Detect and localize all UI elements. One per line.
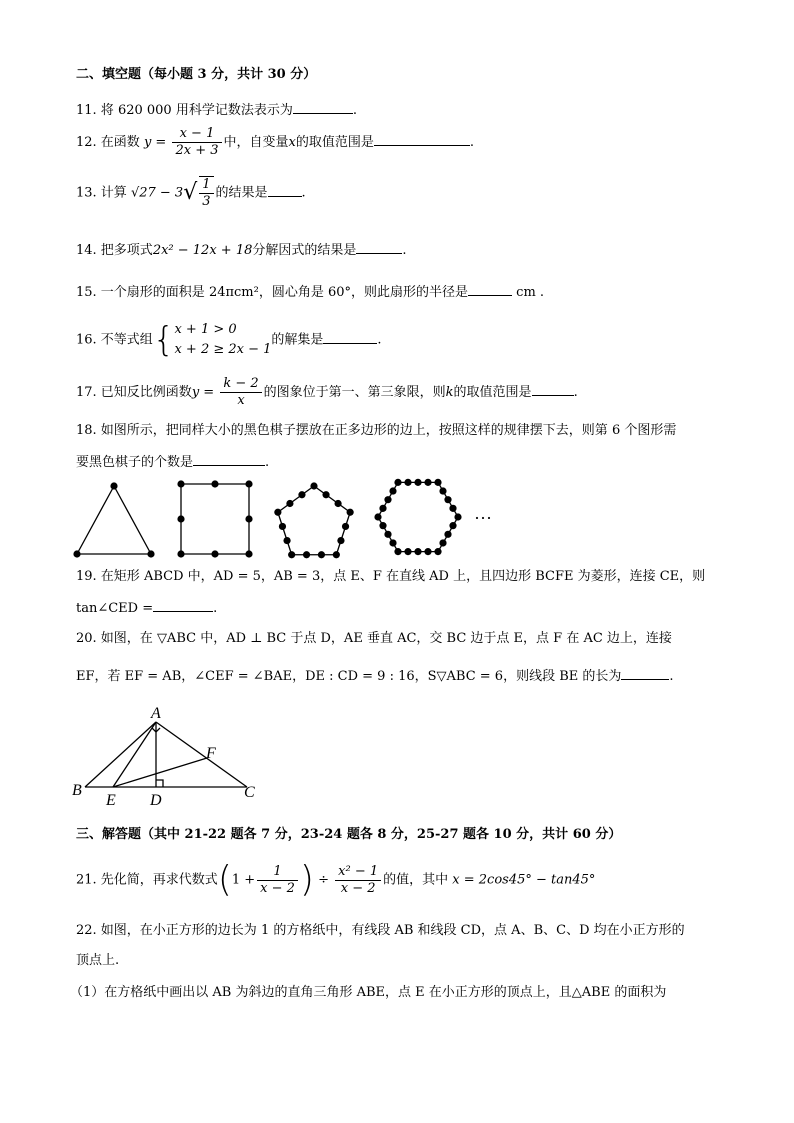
q16-row1: x + 1 > 0 [174, 322, 237, 337]
q14-expr: 2x² − 12x + 18 [152, 243, 253, 258]
question-17 [76, 376, 578, 409]
q20-end: . [669, 669, 674, 684]
left-paren-icon: ( [217, 859, 232, 900]
question-20-line2 [76, 666, 674, 686]
question-11 [76, 100, 357, 120]
q17-post: 的图象位于第一、第三象限，则 [263, 385, 446, 400]
square-figure-stone [177, 480, 184, 487]
section-2-title: 二、填空题（每小题 3 分，共计 30 分） [76, 67, 317, 82]
q13-end: . [301, 185, 306, 201]
polygon-pattern-figure [0, 470, 794, 570]
label-d: D [150, 792, 162, 809]
section-3-title: 三、解答题（其中 21-22 题各 7 分，23-24 题各 8 分，25-27 题各 10 分，共计 60 分） [76, 827, 622, 842]
square-figure-stone [245, 550, 252, 557]
q16-answer-blank [323, 330, 377, 344]
pentagon-figure-stone [334, 500, 341, 507]
q17-k: k [445, 385, 454, 400]
q15-text: 15. 一个扇形的面积是 24πcm²，圆心角是 60°，则此扇形的半径是 [76, 285, 469, 300]
pentagon-figure-stone [283, 537, 290, 544]
hexagon-figure-stone [424, 548, 431, 555]
q16-end: . [377, 332, 382, 348]
q13-answer-blank [268, 183, 302, 197]
figure-ellipsis: ··· [474, 508, 492, 528]
q12-post2: 的取值范围是 [295, 135, 374, 150]
q15-end: . [539, 285, 545, 300]
q17-numerator: k − 2 [220, 376, 261, 393]
q14-pre: 14. 把多项式 [76, 243, 153, 258]
q20-answer-blank [621, 666, 669, 680]
pentagon-figure-stone [333, 551, 340, 558]
hexagon-figure-stone [389, 487, 396, 494]
square-figure-stone [211, 550, 218, 557]
pentagon-figure-stone [342, 523, 349, 530]
pentagon-figure-stone [274, 509, 281, 516]
triangle-figure-stone [110, 482, 117, 489]
hexagon-figure-stone [439, 487, 446, 494]
question-13 [76, 176, 306, 210]
label-c: C [244, 784, 255, 801]
label-e: E [106, 792, 116, 809]
q12-end: . [469, 135, 475, 150]
q19-line2-text: tan∠CED = [76, 601, 154, 616]
pentagon-figure-stone [322, 491, 329, 498]
brace-icon: { [152, 320, 175, 360]
q12-answer-blank [374, 132, 470, 146]
q17-post2: 的取值范围是 [453, 385, 532, 400]
hexagon-figure-stone [384, 531, 391, 538]
q19-answer-blank [153, 598, 213, 612]
hexagon-figure-stone [374, 513, 381, 520]
q21-pre: 21. 先化简，再求代数式 [76, 872, 218, 888]
pentagon-figure-stone [288, 551, 295, 558]
q13-numerator: 1 [199, 177, 213, 194]
pentagon-figure-edge [314, 486, 350, 512]
question-12 [76, 126, 474, 159]
q17-fraction [220, 376, 261, 409]
q21-divide: ÷ [318, 872, 330, 888]
pentagon-figure-stone [298, 491, 305, 498]
pentagon-figure-stone [347, 509, 354, 516]
pentagon-figure-stone [310, 482, 317, 489]
label-f: F [206, 745, 216, 762]
q12-numerator: x − 1 [172, 126, 221, 143]
pentagon-figure-edge [336, 512, 350, 554]
q21-f2-numerator: x² − 1 [335, 864, 381, 881]
q11-end: . [352, 103, 357, 118]
q21-condition: x = 2cos45° − tan45° [452, 872, 596, 888]
q13-expr: √27 − 3 [130, 185, 184, 201]
pentagon-figure-stone [279, 523, 286, 530]
triangle-figure-stone [147, 550, 154, 557]
radical-icon: √ [183, 180, 198, 205]
q21-f1-denominator: x − 2 [260, 880, 295, 896]
question-22-line2: 顶点上. [76, 953, 120, 968]
q21-post: 的值，其中 [383, 872, 449, 888]
question-15 [76, 282, 544, 302]
triangle-figure-edge [77, 486, 114, 554]
q12-pre: 12. 在函数 [76, 135, 140, 150]
q11-answer-blank [293, 100, 353, 114]
q19-end: . [213, 601, 218, 616]
segment-ae [113, 722, 156, 787]
pentagon-figure-edge [278, 512, 292, 554]
label-a: A [151, 705, 161, 722]
question-14 [76, 240, 407, 260]
hexagon-figure-stone [394, 548, 401, 555]
q17-y: y = [191, 385, 215, 400]
hexagon-figure-stone [444, 531, 451, 538]
q17-pre: 17. 已知反比例函数 [76, 385, 192, 400]
q13-post: 的结果是 [215, 185, 268, 201]
q15-unit: cm [516, 285, 536, 300]
triangle-abc-figure [60, 700, 280, 810]
q16-pre: 16. 不等式组 [76, 332, 153, 348]
square-figure-stone [245, 515, 252, 522]
q18-line2-text: 要黑色棋子的个数是 [76, 455, 194, 470]
q14-answer-blank [356, 240, 402, 254]
square-figure-stone [211, 480, 218, 487]
hexagon-figure-stone [379, 522, 386, 529]
hexagon-figure-stone [384, 496, 391, 503]
right-paren-icon: ) [299, 859, 314, 900]
q12-y: y = [143, 135, 167, 150]
question-18-line2 [76, 452, 269, 472]
q21-one: 1 + [231, 872, 256, 888]
q12-denominator: 2x + 3 [175, 143, 219, 158]
question-22-line1: 22. 如图，在小正方形的边长为 1 的方格纸中，有线段 AB 和线段 CD，点 A、B、C、D 均在小正方形的 [76, 923, 685, 938]
q12-x: x [288, 135, 296, 150]
q21-fraction-1 [257, 864, 298, 897]
q13-fraction [199, 176, 213, 210]
q21-f2-denominator: x − 2 [340, 880, 376, 896]
q21-f1-numerator: 1 [257, 864, 298, 881]
hexagon-figure-stone [389, 539, 396, 546]
q14-end: . [402, 243, 407, 258]
segment-ef [113, 758, 207, 787]
hexagon-figure-stone [414, 548, 421, 555]
hexagon-figure-stone [434, 548, 441, 555]
q21-fraction-2 [335, 864, 381, 897]
right-angle-d-icon [156, 780, 163, 787]
q18-end: . [265, 455, 270, 470]
label-b: B [72, 782, 82, 799]
pentagon-figure-stone [318, 551, 325, 558]
question-19-line2 [76, 598, 217, 618]
q11-text: 11. 将 620 000 用科学记数法表示为 [76, 103, 293, 118]
hexagon-figure-stone [434, 479, 441, 486]
question-16 [76, 320, 382, 360]
question-20-line1: 20. 如图，在 ▽ABC 中，AD ⊥ BC 于点 D，AE 垂直 AC，交 BC 边于点 E，点 F 在 AC 边上，连接 [76, 631, 672, 646]
q13-pre: 13. 计算 [76, 185, 127, 201]
question-21 [76, 860, 595, 900]
q16-post: 的解集是 [271, 332, 324, 348]
hexagon-figure-stone [379, 505, 386, 512]
hexagon-figure-stone [439, 539, 446, 546]
q16-system [174, 320, 271, 360]
q20-line2-text: EF，若 EF = AB，∠CEF = ∠BAE，DE : CD = 9 : 16，S▽ABC = 6，则线段 BE 的长为 [76, 669, 622, 684]
q17-end: . [573, 385, 578, 400]
hexagon-figure-stone [444, 496, 451, 503]
q18-answer-blank [193, 452, 265, 466]
square-figure-stone [177, 550, 184, 557]
hexagon-figure-stone [449, 522, 456, 529]
hexagon-figure-stone [404, 479, 411, 486]
q17-denominator: x [237, 393, 245, 408]
hexagon-figure-stone [414, 479, 421, 486]
hexagon-figure-stone [404, 548, 411, 555]
q13-denominator: 3 [202, 194, 211, 209]
hexagon-figure-stone [394, 479, 401, 486]
q12-fraction [172, 126, 221, 159]
square-figure-stone [177, 515, 184, 522]
pentagon-figure-stone [303, 551, 310, 558]
question-22-line3: （1）在方格纸中画出以 AB 为斜边的直角三角形 ABE，点 E 在小正方形的顶点上，且△ABE 的面积为 [70, 985, 667, 1000]
q12-post: 中，自变量 [223, 135, 289, 150]
triangle-figure-edge [114, 486, 151, 554]
question-18-line1: 18. 如图所示，把同样大小的黑色棋子摆放在正多边形的边上，按照这样的规律摆下去，则第 6 个图形需 [76, 423, 677, 438]
pentagon-figure-stone [337, 537, 344, 544]
hexagon-figure-stone [424, 479, 431, 486]
q17-answer-blank [532, 382, 574, 396]
pentagon-figure-stone [286, 500, 293, 507]
hexagon-figure-stone [449, 505, 456, 512]
question-19-line1: 19. 在矩形 ABCD 中，AD = 5，AB = 3，点 E、F 在直线 AD 上，且四边形 BCFE 为菱形，连接 CE，则 [76, 569, 706, 584]
q14-post: 分解因式的结果是 [252, 243, 357, 258]
pentagon-figure-edge [278, 486, 314, 512]
q15-answer-blank [468, 282, 512, 296]
segment-ac [156, 722, 247, 787]
q16-row2: x + 2 ≥ 2x − 1 [174, 342, 272, 357]
hexagon-figure-stone [454, 513, 461, 520]
triangle-figure-stone [73, 550, 80, 557]
square-figure-stone [245, 480, 252, 487]
